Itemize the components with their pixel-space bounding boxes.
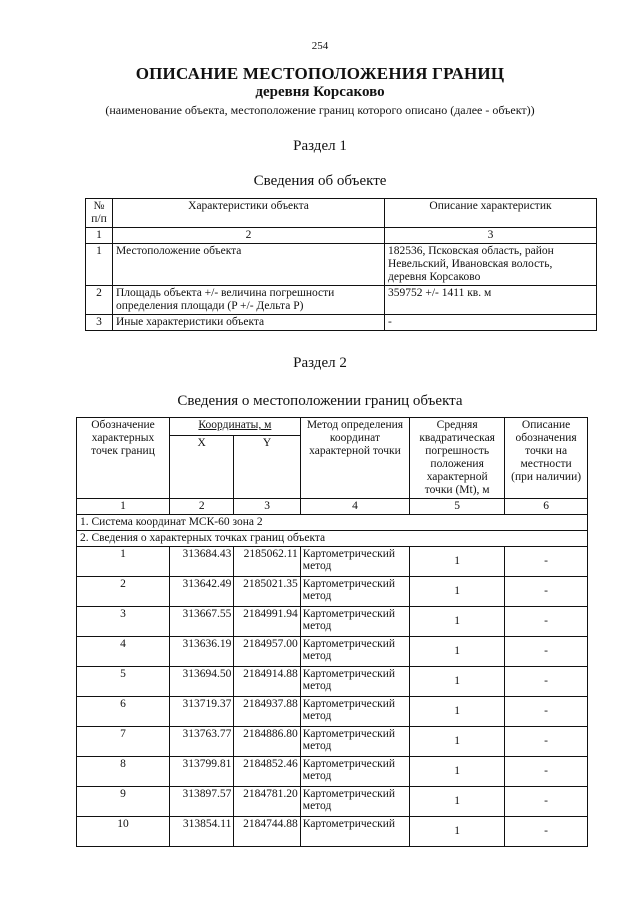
point-row xyxy=(77,727,588,757)
object-row xyxy=(86,315,597,331)
point-row xyxy=(77,697,588,727)
index-cell: 1 xyxy=(86,228,113,244)
header-y: Y xyxy=(234,436,300,499)
header-point: Обозначение характерных точек границ xyxy=(77,418,170,499)
point-accuracy: 1 xyxy=(410,727,505,757)
page-number: 254 xyxy=(311,40,329,52)
row-characteristic: Местоположение объекта xyxy=(113,244,385,286)
point-accuracy: 1 xyxy=(410,697,505,727)
point-y: 2185021.35 xyxy=(234,577,300,607)
point-number: 8 xyxy=(77,757,170,787)
point-method: Картометрический метод xyxy=(300,577,409,607)
point-row xyxy=(77,637,588,667)
section1-label: Раздел 1 xyxy=(293,138,347,154)
point-method: Картометрический xyxy=(300,817,409,847)
point-description: - xyxy=(505,637,588,667)
point-row xyxy=(77,607,588,637)
points-title: 2. Сведения о характерных точках границ объекта xyxy=(77,531,588,547)
point-number: 6 xyxy=(77,697,170,727)
row-value: 359752 +/- 1411 кв. м xyxy=(385,286,597,315)
point-method: Картометрический метод xyxy=(300,607,409,637)
index-cell: 2 xyxy=(170,499,234,515)
point-description: - xyxy=(505,577,588,607)
point-accuracy: 1 xyxy=(410,577,505,607)
point-description: - xyxy=(505,787,588,817)
point-accuracy: 1 xyxy=(410,637,505,667)
point-number: 7 xyxy=(77,727,170,757)
object-note: (наименование объекта, местоположение границ которого описано (далее - объект)) xyxy=(105,103,535,117)
point-y: 2184914.88 xyxy=(234,667,300,697)
point-y: 2184886.80 xyxy=(234,727,300,757)
point-x: 313897.57 xyxy=(170,787,234,817)
point-y: 2184781.20 xyxy=(234,787,300,817)
point-number: 10 xyxy=(77,817,170,847)
point-description: - xyxy=(505,727,588,757)
header-coords-label: Координаты, м xyxy=(198,419,272,431)
point-accuracy: 1 xyxy=(410,667,505,697)
index-cell: 3 xyxy=(234,499,300,515)
section2-label: Раздел 2 xyxy=(293,355,347,371)
point-description: - xyxy=(505,757,588,787)
point-y: 2184957.00 xyxy=(234,637,300,667)
point-number: 3 xyxy=(77,607,170,637)
index-cell: 1 xyxy=(77,499,170,515)
point-description: - xyxy=(505,697,588,727)
header-x: X xyxy=(170,436,234,499)
point-row xyxy=(77,667,588,697)
point-accuracy: 1 xyxy=(410,607,505,637)
point-method: Картометрический метод xyxy=(300,757,409,787)
header-accuracy: Средняя квадратическая погрешность положения характерной точки (Mt), м xyxy=(410,418,505,499)
point-method: Картометрический метод xyxy=(300,727,409,757)
section2-heading: Сведения о местоположении границ объекта xyxy=(177,393,463,409)
row-characteristic: Иные характеристики объекта xyxy=(113,315,385,331)
point-x: 313799.81 xyxy=(170,757,234,787)
object-row xyxy=(86,244,597,286)
header-number: № п/п xyxy=(86,199,113,228)
index-cell: 5 xyxy=(410,499,505,515)
point-x: 313684.43 xyxy=(170,547,234,577)
point-description: - xyxy=(505,817,588,847)
header-method: Метод определения координат характерной точки xyxy=(300,418,409,499)
point-method: Картометрический метод xyxy=(300,547,409,577)
header-coords xyxy=(170,418,301,436)
point-number: 2 xyxy=(77,577,170,607)
point-x: 313636.19 xyxy=(170,637,234,667)
row-value: - xyxy=(385,315,597,331)
row-number: 2 xyxy=(86,286,113,315)
row-characteristic: Площадь объекта +/- величина погрешности определения площади (P +/- Дельта P) xyxy=(113,286,385,315)
point-row xyxy=(77,817,588,847)
point-y: 2184744.88 xyxy=(234,817,300,847)
point-description: - xyxy=(505,607,588,637)
point-accuracy: 1 xyxy=(410,757,505,787)
point-x: 313667.55 xyxy=(170,607,234,637)
point-x: 313719.37 xyxy=(170,697,234,727)
point-x: 313854.11 xyxy=(170,817,234,847)
point-y: 2184852.46 xyxy=(234,757,300,787)
point-x: 313694.50 xyxy=(170,667,234,697)
point-method: Картометрический метод xyxy=(300,787,409,817)
point-y: 2184991.94 xyxy=(234,607,300,637)
point-accuracy: 1 xyxy=(410,787,505,817)
point-row xyxy=(77,787,588,817)
index-cell: 2 xyxy=(113,228,385,244)
object-info-table xyxy=(85,198,597,331)
point-description: - xyxy=(505,667,588,697)
header-description: Описание характеристик xyxy=(385,199,597,228)
row-number: 1 xyxy=(86,244,113,286)
index-cell: 4 xyxy=(300,499,409,515)
object-name: деревня Корсаково xyxy=(255,84,385,100)
header-point-description: Описание обозначения точки на местности (при наличии) xyxy=(505,418,588,499)
point-y: 2185062.11 xyxy=(234,547,300,577)
point-method: Картометрический метод xyxy=(300,637,409,667)
section1-heading: Сведения об объекте xyxy=(253,173,387,189)
point-number: 4 xyxy=(77,637,170,667)
point-number: 9 xyxy=(77,787,170,817)
point-method: Картометрический метод xyxy=(300,667,409,697)
row-number: 3 xyxy=(86,315,113,331)
point-row xyxy=(77,757,588,787)
point-number: 5 xyxy=(77,667,170,697)
document-title: ОПИСАНИЕ МЕСТОПОЛОЖЕНИЯ ГРАНИЦ xyxy=(135,64,505,83)
point-row xyxy=(77,547,588,577)
point-number: 1 xyxy=(77,547,170,577)
index-cell: 6 xyxy=(505,499,588,515)
point-row xyxy=(77,577,588,607)
row-value: 182536, Псковская область, район Невельский, Ивановская волость, деревня Корсаково xyxy=(385,244,597,286)
point-accuracy: 1 xyxy=(410,817,505,847)
point-accuracy: 1 xyxy=(410,547,505,577)
coordinate-system: 1. Система координат МСК-60 зона 2 xyxy=(77,515,588,531)
point-description: - xyxy=(505,547,588,577)
point-x: 313763.77 xyxy=(170,727,234,757)
index-cell: 3 xyxy=(385,228,597,244)
point-x: 313642.49 xyxy=(170,577,234,607)
object-row xyxy=(86,286,597,315)
point-y: 2184937.88 xyxy=(234,697,300,727)
coordinates-table xyxy=(76,417,588,847)
point-method: Картометрический метод xyxy=(300,697,409,727)
header-characteristic: Характеристики объекта xyxy=(113,199,385,228)
